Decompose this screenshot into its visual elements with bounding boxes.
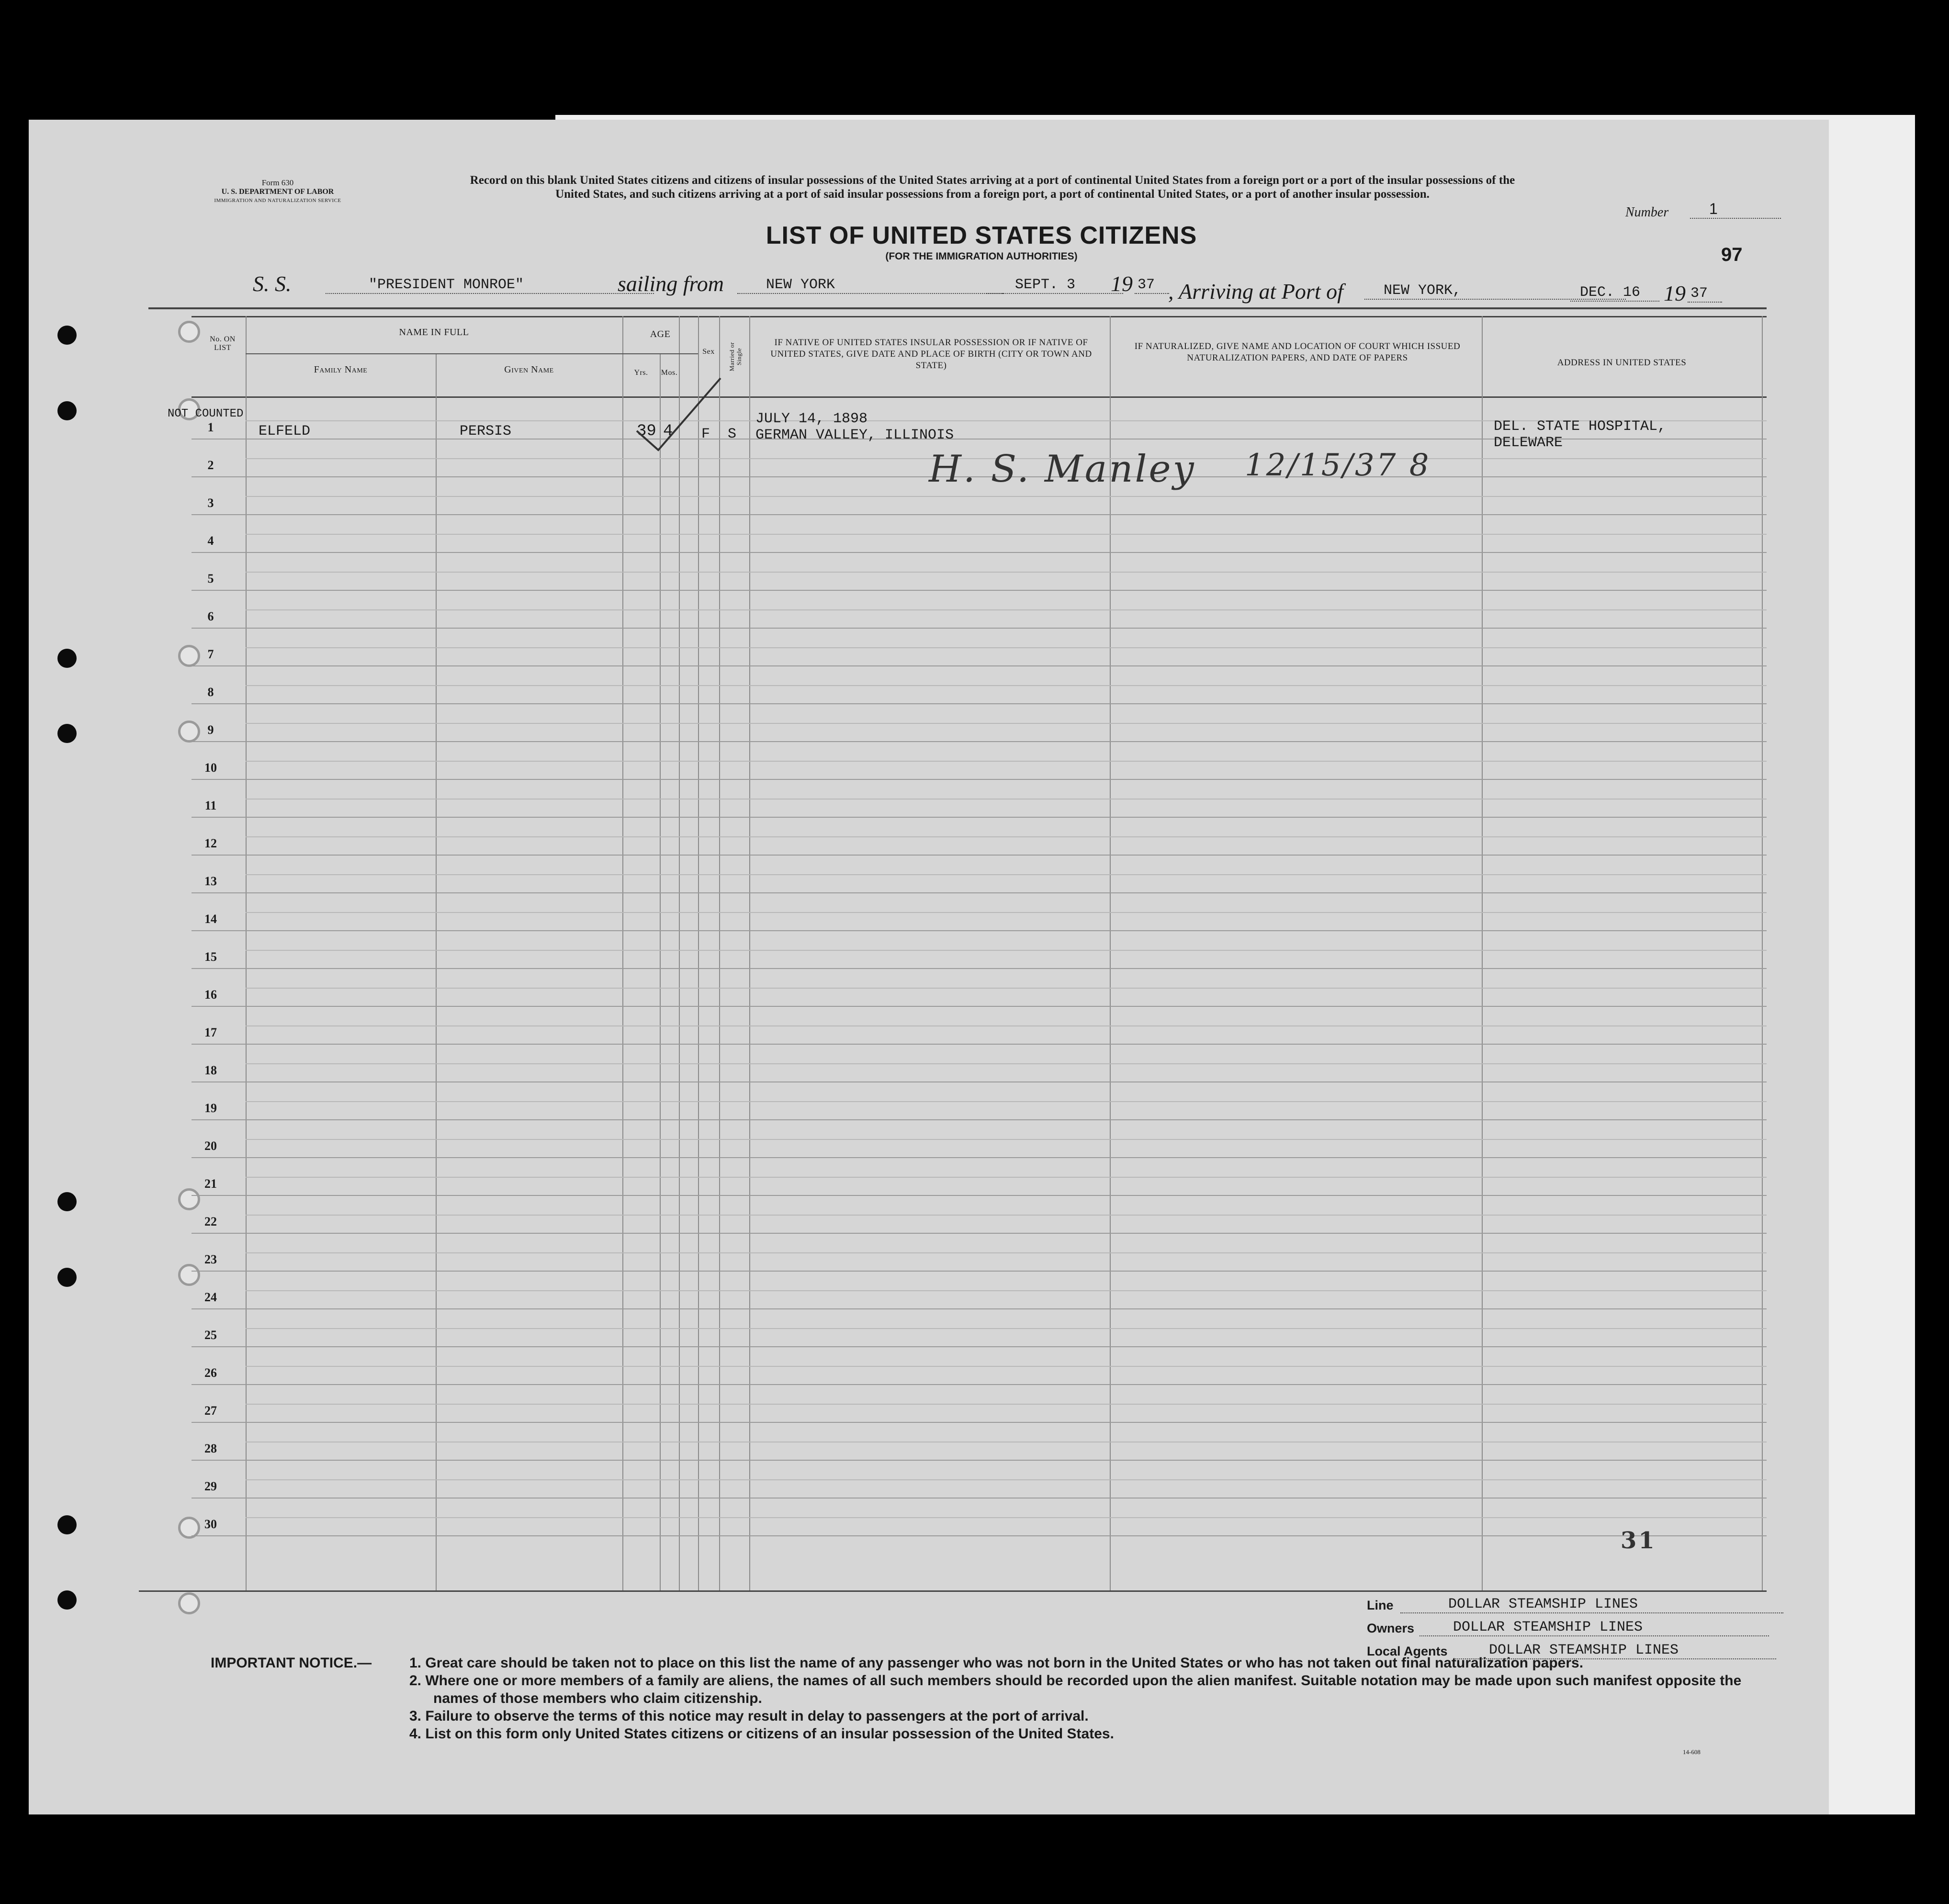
service-name: IMMIGRATION AND NATURALIZATION SERVICE [214, 198, 341, 203]
row-number: 22 [204, 1215, 217, 1228]
col-header-mos: Mos. [661, 369, 678, 377]
row-rule [192, 1346, 1767, 1347]
col-line [719, 316, 720, 1590]
row-number: 4 [207, 534, 214, 548]
row-rule [192, 1535, 1767, 1536]
row-number: 16 [204, 988, 217, 1002]
row-number: 15 [204, 950, 217, 964]
row-number: 21 [204, 1177, 217, 1191]
row-number: 9 [207, 723, 214, 737]
row-rule [192, 1384, 1767, 1385]
row-number: 25 [204, 1328, 217, 1342]
ss-label: S. S. [253, 271, 292, 296]
local-agents-label: Local Agents [1367, 1644, 1448, 1658]
row-rule [192, 703, 1767, 704]
record-instruction: Record on this blank United States citizens and citizens of insular possessions of the United States arriving at a port of continental United States from a foreign port or a port of the insular possessions of the United States, and such citizens arriving at a port of said insular possessions from a foreign port, a port of continental United States, or a port of another insular possession. [470, 174, 1515, 201]
col-header-yrs: Yrs. [634, 369, 648, 377]
sail-year-prefix: 19 [1111, 271, 1133, 296]
row-subrule [246, 1139, 1767, 1140]
row-subrule [246, 799, 1767, 800]
row-rule [192, 1460, 1767, 1461]
col-line [749, 316, 750, 1590]
header-bottom-rule [192, 396, 1767, 398]
row-subrule [246, 1328, 1767, 1329]
row-number: 2 [207, 458, 214, 472]
reinforcement-ring [178, 1188, 200, 1210]
table-bottom-rule [139, 1590, 1767, 1592]
row-subrule [246, 1063, 1767, 1064]
entry-age-yrs: 39 [637, 422, 656, 440]
col-line [1482, 316, 1483, 1590]
row-subrule [246, 1517, 1767, 1518]
col-header-marital: Married or Single [728, 342, 743, 372]
row-rule [192, 552, 1767, 553]
row-subrule [246, 1025, 1767, 1026]
notice-item-1: 1. Great care should be taken not to place on this list the name of any passenger who was not born in the United States or who has not taken out final naturalization papers. [409, 1655, 1584, 1671]
arrival-year: 37 [1688, 285, 1722, 303]
page-subtitle: (FOR THE IMMIGRATION AUTHORITIES) [885, 251, 1078, 262]
arrival-year-prefix: 19 [1664, 281, 1686, 305]
row-number: 29 [204, 1479, 217, 1493]
col-header-age: AGE [650, 329, 671, 339]
row-number: 27 [204, 1404, 217, 1418]
row-number: 24 [204, 1290, 217, 1304]
col-line [698, 316, 699, 1590]
entry-family-name: ELFELD [259, 423, 311, 439]
row-subrule [246, 1215, 1767, 1216]
row-subrule [246, 723, 1767, 724]
row-subrule [246, 1404, 1767, 1405]
header-rule [148, 307, 1767, 309]
row-number: 5 [207, 572, 214, 586]
row-number: 17 [204, 1025, 217, 1039]
local-agents-value: DOLLAR STEAMSHIP LINES [1455, 1642, 1776, 1659]
col-header-given-name: Given Name [504, 364, 554, 375]
row-number: 14 [204, 912, 217, 926]
row-number: 10 [204, 761, 217, 775]
row-rule [192, 590, 1767, 591]
sail-date: SEPT. 3 [986, 277, 1123, 294]
binder-hole [57, 724, 77, 743]
form-number: Form 630 [261, 178, 294, 187]
line-value: DOLLAR STEAMSHIP LINES [1400, 1596, 1783, 1613]
row-number: 20 [204, 1139, 217, 1153]
arrival-date: DEC. 16 [1570, 284, 1659, 302]
col-header-birth: IF NATIVE OF UNITED STATES INSULAR POSSESSION OR IF NATIVE OF UNITED STATES, GIVE DATE AND PLACE OF BIRTH (CITY OR TOWN AND STATE) [770, 338, 1092, 371]
row-rule [192, 779, 1767, 780]
reinforcement-ring [178, 1592, 200, 1614]
row-number: 23 [204, 1252, 217, 1266]
reinforcement-ring [178, 1264, 200, 1286]
binder-hole [57, 401, 77, 420]
row-subrule [246, 836, 1767, 837]
row-rule [192, 665, 1767, 666]
col-header-no: No. ON LIST [210, 335, 236, 352]
row-number: 6 [207, 609, 214, 623]
sailing-from-label: sailing from [618, 271, 724, 296]
row-subrule [246, 1101, 1767, 1102]
row-number: 8 [207, 685, 214, 699]
row-rule [192, 1006, 1767, 1007]
entry-sex: F [701, 426, 710, 442]
notice-item-3: 3. Failure to observe the terms of this notice may result in delay to passengers at the port of arrival. [409, 1708, 1089, 1724]
row-number: 26 [204, 1366, 217, 1380]
entry-birth-place: GERMAN VALLEY, ILLINOIS [755, 427, 954, 443]
notice-item-2: 2. Where one or more members of a family are aliens, the names of all such members should be recorded upon the alien manifest. Suitable notation may be made upon such manifest opposite the names of those members who claim citizenship. [409, 1673, 1742, 1706]
col-header-sex: Sex [702, 348, 715, 356]
row-rule [192, 930, 1767, 931]
col-line [679, 316, 680, 1590]
row-number: 12 [204, 836, 217, 850]
row-subrule [246, 496, 1767, 497]
row-rule [192, 1195, 1767, 1196]
notice-list [409, 1654, 1769, 1743]
entry-birth-date: JULY 14, 1898 [755, 411, 868, 427]
table-top-rule [192, 316, 1767, 317]
col-line [1762, 316, 1763, 1590]
handwritten-date-note: 12/15/37 8 [1245, 448, 1431, 483]
row-rule [192, 1044, 1767, 1045]
row-subrule [246, 1252, 1767, 1253]
notice-item-4: 4. List on this form only United States citizens or citizens of an insular possession of the United States. [409, 1726, 1114, 1742]
col-header-naturalized: IF NATURALIZED, GIVE NAME AND LOCATION OF COURT WHICH ISSUED NATURALIZATION PAPERS, AND DATE OF PAPERS [1134, 341, 1461, 363]
entry-given-name: PERSIS [460, 423, 512, 439]
binder-hole [57, 1590, 77, 1610]
row-rule [192, 1308, 1767, 1309]
row-subrule [246, 609, 1767, 610]
entry-marital: S [728, 426, 737, 442]
page-title: LIST OF UNITED STATES CITIZENS [766, 222, 1197, 249]
row-subrule [246, 572, 1767, 573]
row-number: 1 [207, 420, 214, 434]
row-number: 3 [207, 496, 214, 510]
entry-address-line1: DEL. STATE HOSPITAL, [1494, 418, 1667, 435]
row-rule [192, 1157, 1767, 1158]
row-subrule [246, 912, 1767, 913]
row-rule [192, 855, 1767, 856]
row-number: 13 [204, 874, 217, 888]
bottom-page-mark: 31 [1621, 1527, 1656, 1554]
row-rule [192, 514, 1767, 515]
reinforcement-ring [178, 321, 200, 343]
line-label: Line [1367, 1598, 1394, 1612]
row-subrule [246, 685, 1767, 686]
row-rule [192, 968, 1767, 969]
col-line [1110, 316, 1111, 1590]
row-subrule [246, 761, 1767, 762]
row-subrule [246, 874, 1767, 875]
row-number: 19 [204, 1101, 217, 1115]
row-number: 11 [204, 799, 217, 812]
number-label: Number [1625, 205, 1669, 220]
col-line [246, 316, 247, 1590]
row-number: 28 [204, 1442, 217, 1455]
sailing-from-port: NEW YORK [737, 277, 1003, 294]
binder-hole [57, 326, 77, 345]
form-identifier [196, 178, 359, 205]
binder-hole [57, 1515, 77, 1534]
binder-hole [57, 1268, 77, 1287]
form-code: 14-608 [1683, 1748, 1701, 1756]
not-counted-note: NOT COUNTED [168, 407, 244, 420]
col-line [660, 354, 661, 1590]
row-subrule [246, 534, 1767, 535]
notice-label: IMPORTANT NOTICE.— [211, 1655, 372, 1671]
col-header-address: ADDRESS IN UNITED STATES [1557, 358, 1687, 368]
row-number: 18 [204, 1063, 217, 1077]
row-number: 30 [204, 1517, 217, 1531]
owners-label: Owners [1367, 1621, 1415, 1635]
binder-hole [57, 1192, 77, 1211]
check-mark-icon [632, 373, 728, 464]
binder-hole [57, 649, 77, 668]
sail-year: 37 [1135, 277, 1169, 294]
row-rule [192, 1119, 1767, 1120]
row-rule [192, 741, 1767, 742]
row-rule [192, 1422, 1767, 1423]
col-line [436, 354, 437, 1590]
col-header-family-name: Family Name [314, 364, 368, 375]
entry-address-line2: DELEWARE [1494, 435, 1563, 451]
row-subrule [246, 988, 1767, 989]
row-subrule [246, 1479, 1767, 1480]
department-name: U. S. DEPARTMENT OF LABOR [221, 188, 334, 196]
row-subrule [246, 647, 1767, 648]
row-subrule [246, 1290, 1767, 1291]
row-subrule [246, 1366, 1767, 1367]
row-rule [192, 628, 1767, 629]
row-subrule [246, 950, 1767, 951]
col-header-name-in-full: NAME IN FULL [399, 327, 469, 338]
page-mark: 97 [1721, 244, 1743, 265]
handwritten-signature: H. S. Manley [929, 448, 1196, 491]
arrival-port: NEW YORK, [1364, 282, 1626, 300]
name-subheader-rule [246, 353, 698, 354]
arriving-label: , Arriving at Port of [1168, 279, 1343, 304]
row-rule [192, 892, 1767, 893]
owners-value: DOLLAR STEAMSHIP LINES [1420, 1619, 1769, 1636]
row-subrule [246, 1177, 1767, 1178]
ship-name: "PRESIDENT MONROE" [326, 277, 654, 294]
number-value: 1 [1690, 200, 1781, 219]
row-rule [192, 1233, 1767, 1234]
col-line [622, 316, 623, 1590]
row-rule [192, 1271, 1767, 1272]
row-rule [192, 817, 1767, 818]
entry-age-mos: 4 [663, 422, 673, 440]
row-number: 7 [207, 647, 214, 661]
